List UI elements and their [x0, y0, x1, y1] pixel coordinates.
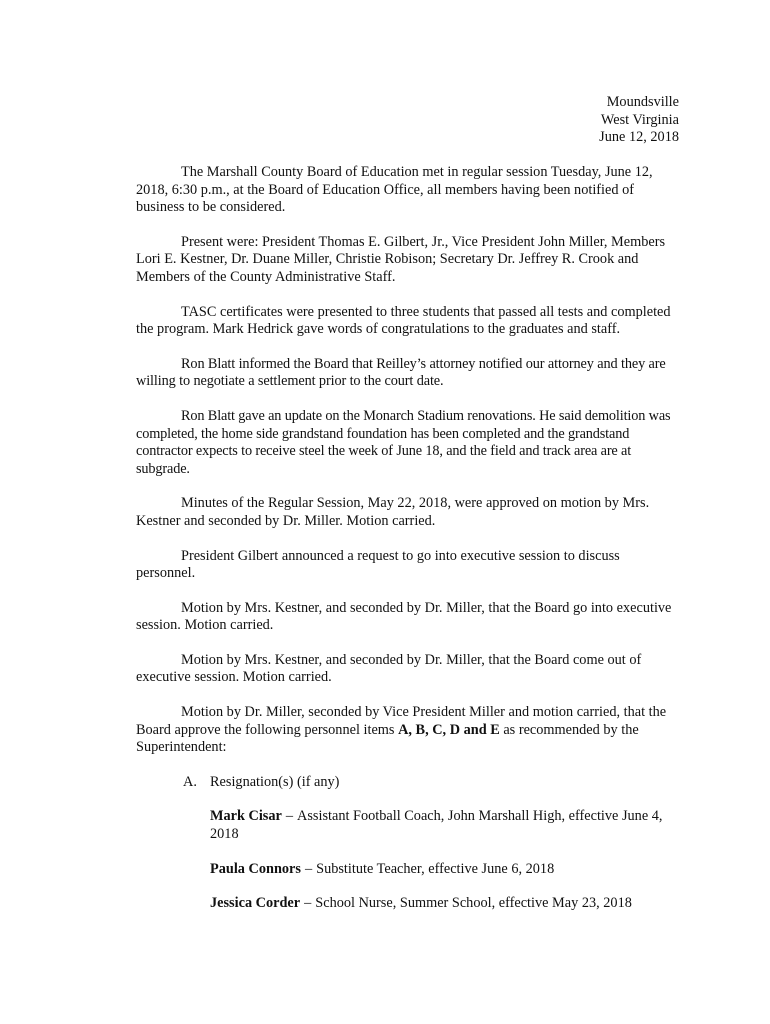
paragraph-settlement: Ron Blatt informed the Board that Reilley’s attorney notified our attorney and they are willing to negotiate a settlement prior to the court date.: [136, 355, 666, 390]
resignation-name: Paula Connors: [210, 860, 301, 877]
section-a-heading: [136, 774, 681, 792]
resignation-dash: –: [285, 808, 294, 825]
personnel-items-list: A, B, C, D and E: [398, 721, 500, 738]
section-a-letter: A.: [183, 773, 197, 790]
paragraph-executive-request: President Gilbert announced a request to go into executive session to discuss personnel.: [136, 547, 620, 582]
resignation-detail: Substitute Teacher, effective June 6, 2018: [316, 860, 555, 877]
resignation-dash: –: [304, 860, 313, 877]
document-body: [136, 164, 681, 930]
paragraph-personnel-motion: [136, 704, 681, 757]
document-header: [599, 94, 679, 147]
paragraph-executive-in: Motion by Mrs. Kestner, and seconded by Dr. Miller, that the Board go into executive session. Motion carried.: [136, 599, 672, 634]
header-date: June 12, 2018: [599, 129, 679, 145]
header-state: West Virginia: [600, 111, 679, 128]
paragraph-executive-out: Motion by Mrs. Kestner, and seconded by Dr. Miller, that the Board come out of executive session. Motion carried.: [136, 651, 642, 686]
resignation-entry: [210, 861, 681, 879]
personnel-section-a: [136, 774, 681, 913]
header-city: Moundsville: [606, 94, 679, 110]
personnel-motion-tail: as recommended by the Superintendent:: [136, 721, 639, 756]
resignation-dash: –: [304, 895, 312, 912]
resignation-name: Jessica Corder: [210, 895, 301, 912]
paragraph-stadium-update: Ron Blatt gave an update on the Monarch Stadium renovations. He said demolition was completed, the home side grandstand foundation has been completed and the grandstand contractor expects to receive steel the week of June 18, and the field and track area are at subgrade.: [136, 407, 671, 477]
paragraph-minutes-approval: Minutes of the Regular Session, May 22, 2018, were approved on motion by Mrs. Kestner and seconded by Dr. Miller. Motion carried.: [136, 495, 650, 529]
section-a-title: Resignation(s) (if any): [210, 773, 340, 790]
resignation-name: Mark Cisar: [210, 808, 282, 825]
paragraph-tasc-certificates: TASC certificates were presented to three students that passed all tests and completed the program. Mark Hedrick gave words of congratulations to the graduates and staff.: [136, 303, 671, 338]
resignation-entry: [210, 895, 681, 913]
resignation-detail: School Nurse, Summer School, effective May 23, 2018: [315, 895, 632, 912]
paragraph-attendance: Present were: President Thomas E. Gilbert, Jr., Vice President John Miller, Members Lori E. Kestner, Dr. Duane Miller, Christie Robison; Secretary Dr. Jeffrey R. Crook and Members of the County Administrative Staff.: [136, 233, 666, 285]
paragraph-meeting-opening: The Marshall County Board of Education met in regular session Tuesday, June 12, 2018, 6:30 p.m., at the Board of Education Office, all members having been notified of business to be considered.: [136, 164, 653, 216]
resignation-detail: Assistant Football Coach, John Marshall High, effective June 4, 2018: [210, 808, 663, 843]
resignation-entry: [210, 808, 681, 843]
personnel-motion-text: Motion by Dr. Miller, seconded by Vice President Miller and motion carried, that the Board approve the following personnel items: [136, 704, 667, 738]
